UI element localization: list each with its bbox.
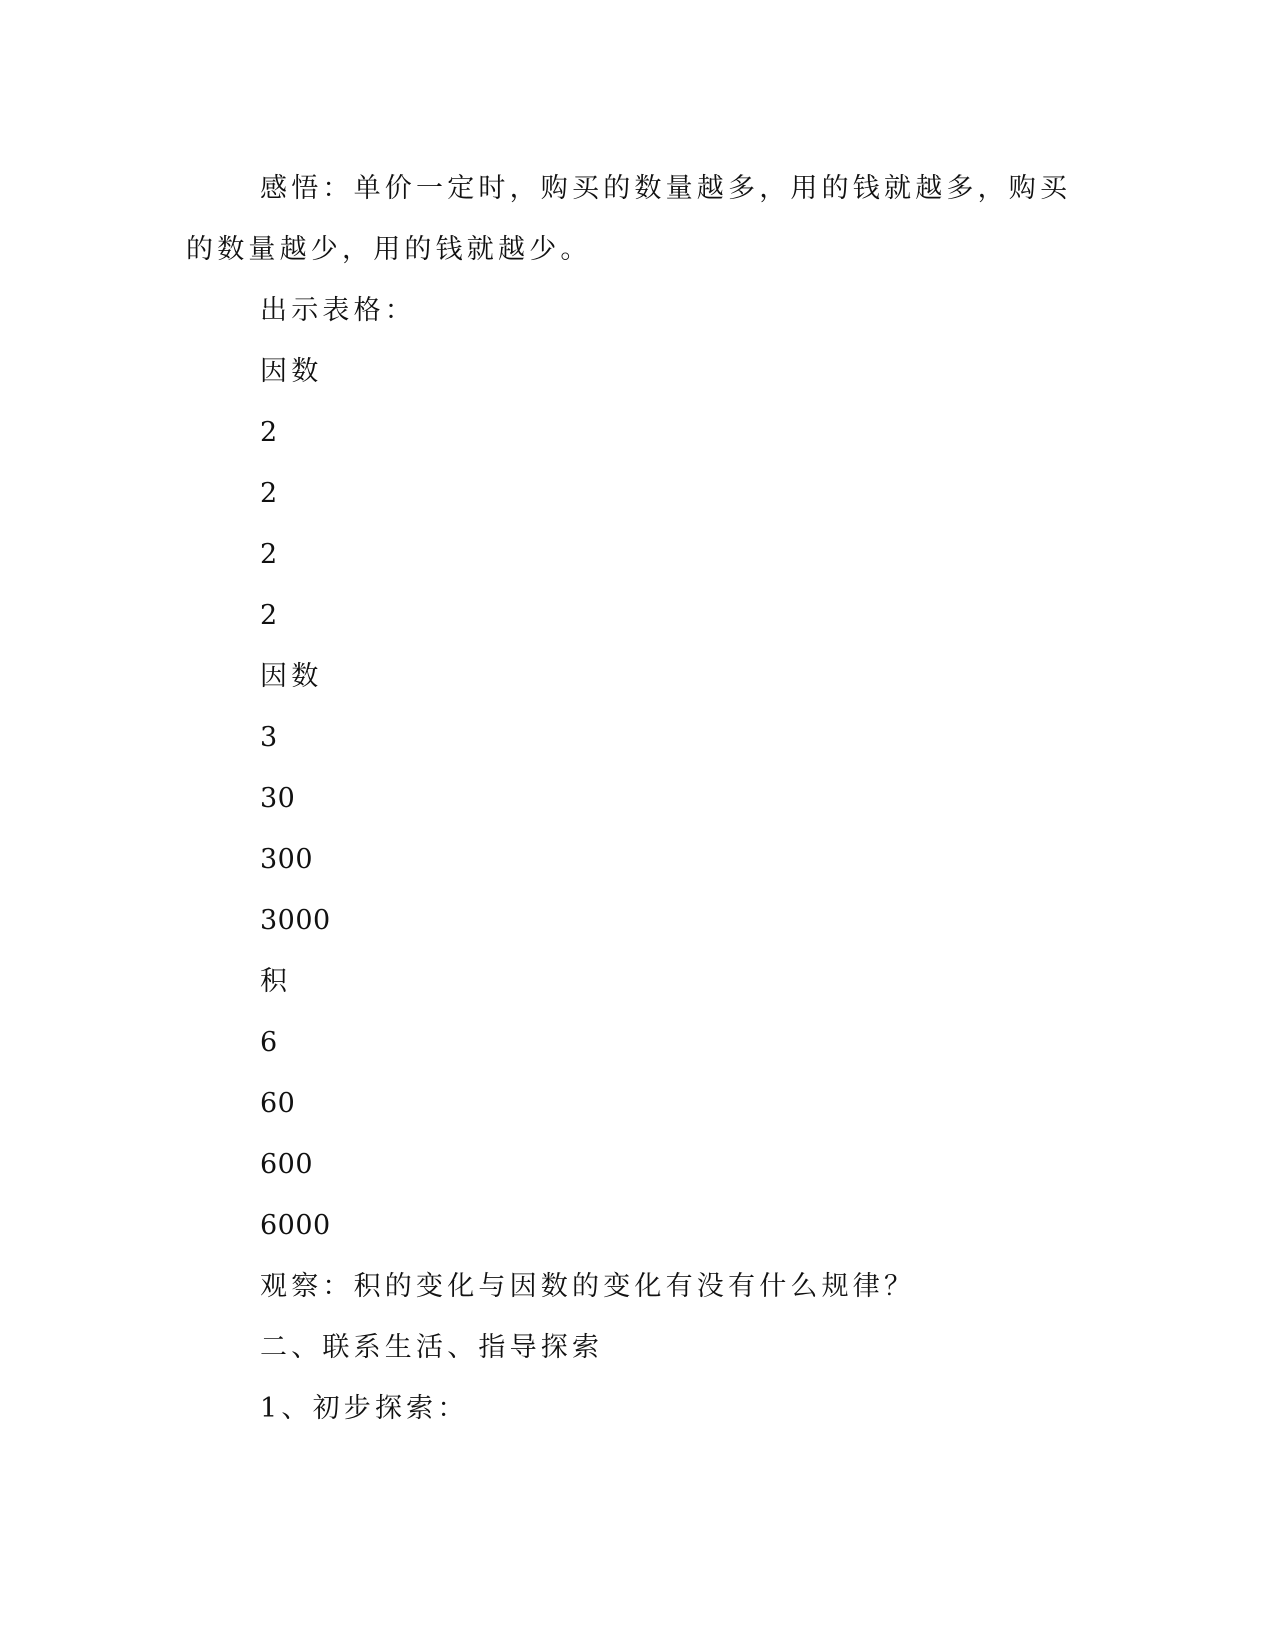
factor2-value-2: 30: [260, 783, 296, 814]
table-header-factor-2: 因数: [260, 661, 323, 692]
factor2-value-3: 300: [260, 844, 314, 875]
product-value-4: 6000: [260, 1210, 331, 1241]
paragraph-observe: 观察：积的变化与因数的变化有没有什么规律？: [260, 1271, 916, 1302]
table-header-factor-1: 因数: [260, 356, 323, 387]
paragraph-insight: 感悟：单价一定时，购买的数量越多，用的钱就越多，购买的数量越少，用的钱就越少。: [186, 173, 1072, 265]
factor2-value-1: 3: [260, 722, 278, 753]
table-header-product: 积: [260, 966, 292, 997]
factor2-value-4: 3000: [260, 905, 331, 936]
product-value-2: 60: [260, 1088, 296, 1119]
factor1-value-2: 2: [260, 478, 278, 509]
subsection-heading-1: 1、初步探索：: [260, 1393, 469, 1424]
factor1-value-4: 2: [260, 600, 278, 631]
section-heading-2: 二、联系生活、指导探索: [260, 1332, 604, 1363]
factor1-value-1: 2: [260, 417, 278, 448]
document-body: [186, 158, 1096, 1439]
product-value-1: 6: [260, 1027, 278, 1058]
factor1-value-3: 2: [260, 539, 278, 570]
product-value-3: 600: [260, 1149, 314, 1180]
paragraph-show-table: 出示表格：: [260, 295, 416, 326]
